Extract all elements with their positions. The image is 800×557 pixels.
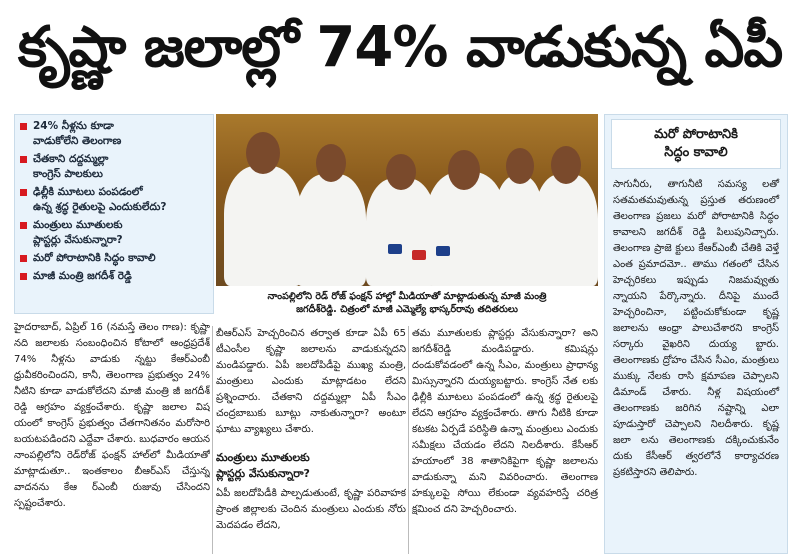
highlight-text: మంత్రులు మూతులకు ప్లాస్టర్లు వేసుకున్నారా? <box>33 219 123 246</box>
photo-caption: నాంపల్లిలోని రెడ్ రోజ్ ఫంక్షన్ హాల్లో మీడియాతో మాట్లాడుతున్న మాజీ మంత్రి జగదీశ్‌రెడ్డి. చిత్రంలో మాజీ ఎమ్మెల్యే భాస్కర్‌రావు తదితరులు <box>267 291 547 315</box>
column-divider <box>212 326 213 554</box>
article-column-3: తమ మూతులకు ప్లాస్టర్లు వేసుకున్నారా? అని జగదీశ్‌రెడ్డి మండిపడ్డారు. కమిషన్లు దండుకోవడంలో ఉన్న సీఎం, మంత్రులు ప్రాధాన్య మిస్సున్నారని దుయ్యబట్టారు. కాంగ్రెస్ నేత లకు ఢిల్లీకి మూటలు పంపడంలో ఉన్న శ్రద్ధ రైతులపై లేదని ఆగ్రహం వ్యక్తంచేశారు. తాగు నీటికి కూడా కటకట ఏర్పడే పరిస్థితి ఉన్నా మంత్రులు ఎందుకు సమీక్షలు చేయడం లేదని నిలదీశారు. కేసీఆర్ హయాంలో 38 శాతానికిపైగా కృష్ణా జలాలను వాడుకున్నా మని వివరించారు. తెలంగాణ హక్కులపై సోయి లేకుండా వ్యవహరిస్తే చరిత్ర క్షమించ దని హెచ్చరించారు. <box>412 328 598 515</box>
bullet-square-icon <box>20 273 27 280</box>
bullet-square-icon <box>20 255 27 262</box>
bullet-square-icon <box>20 189 27 196</box>
column-divider <box>408 326 409 554</box>
article-subhead: మంత్రులు మూతులకు ప్లాస్టర్లు వేసుకున్నారా? <box>216 451 310 480</box>
highlights-box <box>14 114 214 314</box>
highlight-text: 24% నీళ్లను కూడా వాడుకోలేని తెలంగాణ <box>33 120 122 147</box>
highlight-item <box>20 251 208 266</box>
highlight-item <box>20 269 208 284</box>
highlight-item <box>20 119 208 149</box>
article-column-2: బీఆర్ఎస్ హెచ్చరించిన తర్వాత కూడా ఏపీ 65 టీఎంసీల కృష్ణా జలాలను వాడుకున్నదని మండిపడ్డారు. ఏపీ జలదోపిడీపై ముఖ్య మంత్రి, మంత్రులు ఎందుకు మాట్లాడటం లేదని ప్రశ్నించారు. చేతకాని దద్దమ్మల్లా ఏపీ సీఎం చంద్రబాబుకు బూట్లు నాకుతున్నారా? అంటూ ఘాటు వ్యాఖ్యలు చేశారు. <box>216 328 406 435</box>
highlight-text: చేతకాని దద్దమ్మల్లా కాంగ్రెస్ పాలకులు <box>33 153 109 180</box>
highlight-text: మాజీ మంత్రి జగదీశ్ రెడ్డి <box>33 270 132 282</box>
bullet-square-icon <box>20 222 27 229</box>
bullet-square-icon <box>20 123 27 130</box>
press-meet-photo <box>216 114 598 286</box>
sidebar-title: మరో పోరాటానికి సిద్ధం కావాలి <box>611 119 781 169</box>
news-photo-block <box>216 114 598 324</box>
sidebar-box <box>604 114 788 554</box>
highlight-item <box>20 218 208 248</box>
highlight-item <box>20 185 208 215</box>
bullet-square-icon <box>20 156 27 163</box>
article-column-2-continued: ఏపీ జలదోపిడీకి పాల్పడుతుంటే, కృష్ణా పరివాహక ప్రాంత జిల్లాలకు చెందిన మంత్రులు ఎందుకు నోరు మెదపడం లేదని, <box>216 488 406 531</box>
highlight-text: ఢిల్లీకి మూటలు పంపడంలో ఉన్న శ్రద్ధ రైతులపై ఎందుకులేదు? <box>33 186 167 213</box>
headline: కృష్ణా జలాల్లో 74% వాడుకున్న ఏపీ <box>17 14 783 80</box>
highlight-text: మరో పోరాటానికి సిద్ధం కావాలి <box>33 252 156 264</box>
article-column-1: హైదరాబాద్, ఏప్రిల్ 16 (నమస్తే తెలం గాణ): కృష్ణా నది జలాలకు సంబంధించిన కోటాలో ఆంధ్రప్రదేశ్ 74% నీళ్లను వాడుకు న్నట్టు కేఆర్ఎంబీ ధ్రువీకరించిందని, కానీ, తెలంగాణ ప్రభుత్వం 24% నీటిని కూడా వాడుకోలేదని మాజీ మంత్రి జీ జగదీశ్ రెడ్డి ఆగ్రహం వ్యక్తంచేశారు. కృష్ణా జలాల విష యంలో కాంగ్రెస్ ప్రభుత్వం చేతగానితనం మరోసారి బయటపడిందని ఎద్దేవా చేశారు. బుధవారం ఆయన నాంపల్లిలోని రెడ్‌రోజ్ ఫంక్షన్ హాల్‌లో మీడియాతో మాట్లాడుతూ.. ఇంతకాలం బీఆర్ఎస్ చేస్తున్న వాదనను కేఆ ర్ఎంబీ రుజువు చేసిందని స్పష్టంచేశారు. <box>14 322 210 509</box>
highlight-item <box>20 152 208 182</box>
sidebar-body: సాగునీరు, తాగునీటి సమస్య లతో సతమతమవుతున్న ప్రస్తుత తరుణంలో తెలంగాణ ప్రజలు మరో పోరాటానికి సిద్ధం కావాలని జగదీశ్ రెడ్డి పిలుపునిచ్చారు. తెలంగాణ ప్రాజె క్టులు కేఆర్ఎంబీ చేతికి వెళ్తే ఎంత ప్రమాదమో.. తాము గతంలో చేసిన హెచ్చరికలు ఇప్పుడు నిజమవ్వుతు న్నాయని పేర్కొన్నారు. దీనిపై ముందే హెచ్చరించినా, పట్టించుకోకుండా కృష్ణ జలాలను ఆంధ్రా పాలుచేశారని కాంగ్రెస్ సర్కారు వైఖరిని దుయ్య బ్టారు. తెలంగాణకు ద్రోహం చేసిన సీఎం, మంత్రులు ముక్కు నేలకు రాసి క్షమాపణ చెప్పాలని డిమాండ్ చేశారు. నీళ్ల విషయంలో తెలంగాణకు జరిగిన నష్టాన్ని ఎలా పూడుస్తారో చెప్పాలని నిలదీశారు. కృష్ణ జలా లను తెలంగాణకు దక్కించుకునేం దుకు కేసీఆర్ త్వరలోనే కార్యాచరణ ప్రకటిస్తారని తెలిపారు. <box>613 179 779 478</box>
